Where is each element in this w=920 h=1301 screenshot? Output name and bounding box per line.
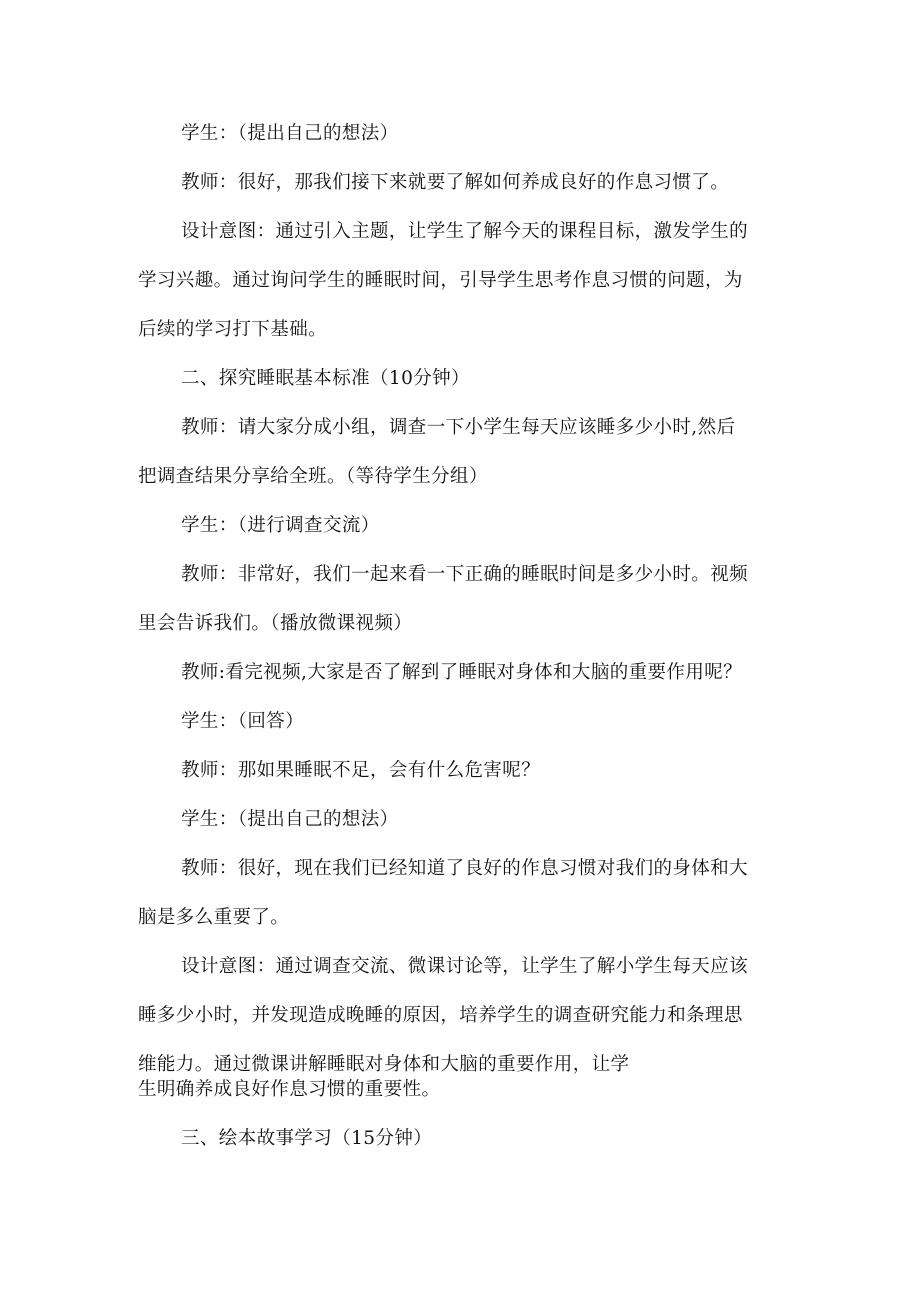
section-heading-picture-book: 三、绘本故事学习（15分钟） [181, 1128, 433, 1149]
text-line-design-intent-2a: 设计意图：通过调查交流、微课讨论等，让学生了解小学生每天应该 [181, 956, 749, 977]
section-heading-sleep-standard: 二、探究睡眠基本标准（10分钟） [181, 368, 470, 389]
text-line-teacher-summary-a: 教师：很好，现在我们已经知道了良好的作息习惯对我们的身体和大 [181, 858, 749, 879]
text-line-teacher-groups-b: 把调查结果分享给全班。（等待学生分组） [138, 466, 488, 487]
text-line-teacher-summary-b: 脑是多么重要了。 [138, 907, 290, 928]
text-line-design-intent-1b: 学习兴趣。通过询问学生的睡眠时间，引导学生思考作息习惯的问题，为 [138, 270, 743, 291]
text-line-student-idea-2: 学生：（提出自己的想法） [181, 809, 399, 830]
text-line-design-intent-2b: 睡多少小时，并发现造成晚睡的原因，培养学生的调查研究能力和条理思 [138, 1005, 743, 1026]
text-line-teacher-after-video: 教师:看完视频,大家是否了解到了睡眠对身体和大脑的重要作用呢？ [181, 662, 743, 683]
text-line-design-intent-1c: 后续的学习打下基础。 [138, 319, 328, 340]
text-line-student-survey: 学生：（进行调查交流） [181, 515, 380, 536]
text-line-design-intent-2d: 生明确养成良好作息习惯的重要性。 [138, 1079, 441, 1100]
text-line-teacher-groups-a: 教师：请大家分成小组，调查一下小学生每天应该睡多少小时,然后 [181, 417, 736, 438]
text-line-student-idea-1: 学生：（提出自己的想法） [181, 123, 399, 144]
text-line-teacher-harm: 教师：那如果睡眠不足，会有什么危害呢？ [181, 760, 541, 781]
text-line-design-intent-2c: 维能力。通过微课讲解睡眠对身体和大脑的重要作用，让学 [138, 1054, 630, 1075]
text-line-design-intent-1a: 设计意图：通过引入主题，让学生了解今天的课程目标，激发学生的 [181, 221, 749, 242]
text-line-teacher-video-b: 里会告诉我们。（播放微课视频） [138, 613, 413, 634]
text-line-student-answer: 学生：（回答） [181, 711, 305, 732]
text-line-teacher-habits-intro: 教师：很好，那我们接下来就要了解如何养成良好的作息习惯了。 [181, 172, 730, 193]
text-line-teacher-video-a: 教师：非常好，我们一起来看一下正确的睡眠时间是多少小时。视频 [181, 564, 749, 585]
